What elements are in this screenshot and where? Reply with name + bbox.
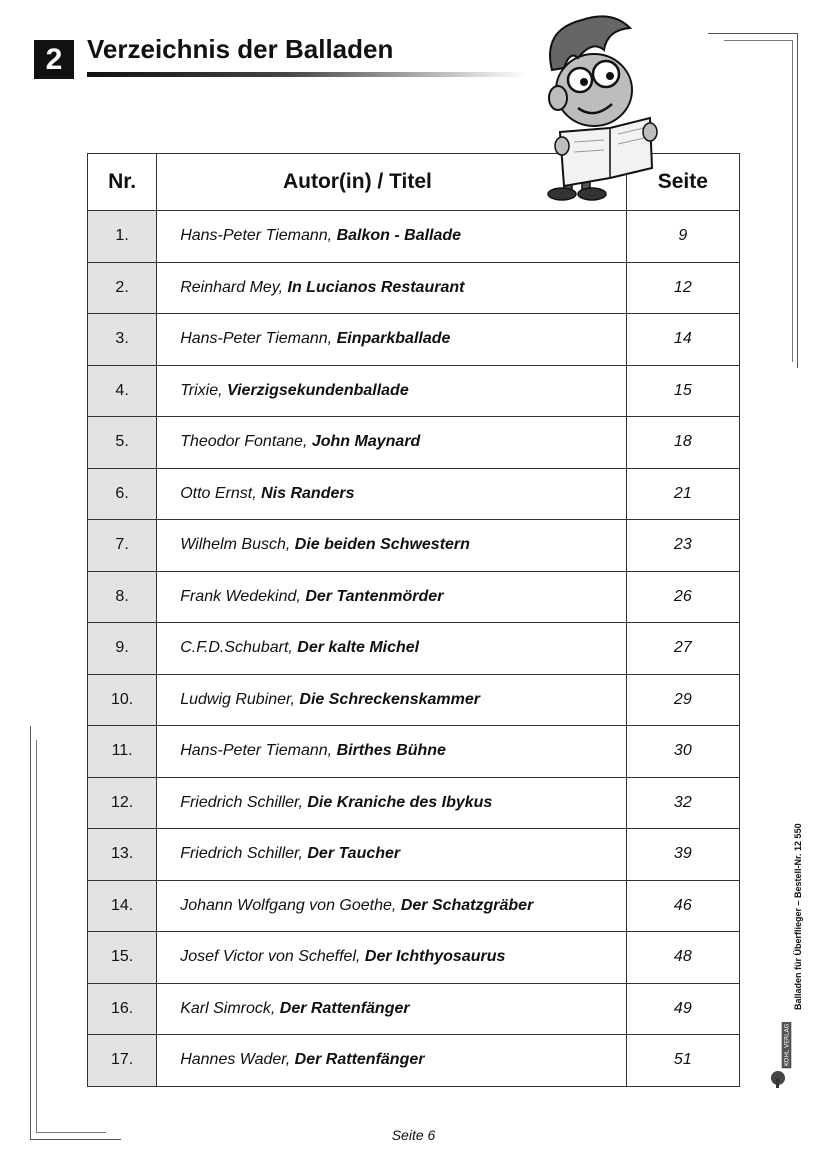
row-number: 15. — [88, 932, 157, 984]
page-reference: 26 — [626, 571, 739, 623]
author-title-cell — [157, 211, 626, 263]
author-title-cell — [157, 726, 626, 778]
row-number: 17. — [88, 1035, 157, 1087]
row-number: 13. — [88, 829, 157, 881]
table-row — [88, 1035, 740, 1087]
column-header-title-label: Autor(in) / Titel — [282, 170, 432, 193]
author-name: Friedrich Schiller, — [180, 793, 303, 811]
publisher-imprint: Balladen für Überflieger – Bestell-Nr. 12 550 — [793, 823, 803, 1010]
row-number: 14. — [88, 880, 157, 932]
ballad-title: Der Taucher — [307, 845, 401, 863]
table-row — [88, 211, 740, 263]
row-number: 12. — [88, 777, 157, 829]
table-row — [88, 674, 740, 726]
table-row — [88, 571, 740, 623]
author-title-cell — [157, 1035, 626, 1087]
author-title-cell — [157, 829, 626, 881]
ballad-title: Die Kraniche des Ibykus — [307, 793, 493, 811]
chapter-number-badge: 2 — [34, 40, 74, 79]
table-row — [88, 726, 740, 778]
table-row — [88, 520, 740, 572]
author-name: Theodor Fontane, — [180, 433, 308, 451]
page-reference: 32 — [626, 777, 739, 829]
table-row — [88, 932, 740, 984]
ballad-title: Die beiden Schwestern — [294, 536, 470, 554]
frame-corner-line — [792, 40, 793, 362]
ballad-title: Balkon - Ballade — [336, 227, 462, 245]
page-reference: 12 — [626, 262, 739, 314]
author-name: Hannes Wader, — [180, 1051, 291, 1069]
row-number: 4. — [88, 365, 157, 417]
author-title-cell — [157, 674, 626, 726]
ballad-title: Der Rattenfänger — [294, 1051, 425, 1069]
page-reference: 48 — [626, 932, 739, 984]
row-number: 1. — [88, 211, 157, 263]
author-title-cell — [157, 520, 626, 572]
frame-corner-line — [30, 726, 31, 1139]
row-number: 6. — [88, 468, 157, 520]
author-title-cell — [157, 468, 626, 520]
author-name: Hans-Peter Tiemann, — [180, 227, 333, 245]
author-name: Frank Wedekind, — [180, 587, 301, 605]
table-row — [88, 623, 740, 675]
author-title-cell — [157, 983, 626, 1035]
row-number: 10. — [88, 674, 157, 726]
row-number: 11. — [88, 726, 157, 778]
table-row — [88, 262, 740, 314]
page-reference: 18 — [626, 417, 739, 469]
ballad-title: Der Schatzgräber — [400, 896, 534, 914]
frame-corner-line — [797, 33, 798, 368]
row-number: 5. — [88, 417, 157, 469]
author-name: Trixie, — [180, 381, 223, 399]
table-row — [88, 777, 740, 829]
author-title-cell — [157, 932, 626, 984]
page-reference: 21 — [626, 468, 739, 520]
frame-corner-line — [708, 33, 798, 34]
page-reference: 49 — [626, 983, 739, 1035]
author-title-cell — [157, 417, 626, 469]
table-row — [88, 829, 740, 881]
page-reference: 23 — [626, 520, 739, 572]
author-name: Hans-Peter Tiemann, — [180, 330, 333, 348]
table-row — [88, 468, 740, 520]
ballad-title: Der Ichthyosaurus — [364, 948, 506, 966]
page-reference: 29 — [626, 674, 739, 726]
author-title-cell — [157, 777, 626, 829]
author-title-cell — [157, 880, 626, 932]
author-name: Wilhelm Busch, — [180, 536, 291, 554]
table-row — [88, 880, 740, 932]
ballad-title: Birthes Bühne — [336, 742, 446, 760]
table-row — [88, 417, 740, 469]
ballad-title: Nis Randers — [261, 484, 355, 502]
frame-corner-line — [724, 40, 793, 41]
ballad-title: Der kalte Michel — [297, 639, 420, 657]
row-number: 16. — [88, 983, 157, 1035]
row-number: 9. — [88, 623, 157, 675]
author-name: C.F.D.Schubart, — [180, 639, 293, 657]
ballad-index-table — [87, 153, 740, 1087]
column-header-nr: Nr. — [88, 154, 157, 211]
page-title: Verzeichnis der Balladen — [87, 34, 394, 64]
ballad-title: Vierzigsekundenballade — [227, 381, 409, 399]
page-reference: 15 — [626, 365, 739, 417]
page-reference: 27 — [626, 623, 739, 675]
author-title-cell — [157, 365, 626, 417]
boy-reading-newspaper-illustration — [512, 10, 662, 202]
author-name: Josef Victor von Scheffel, — [180, 948, 361, 966]
table-row — [88, 314, 740, 366]
author-name: Reinhard Mey, — [180, 278, 284, 296]
author-title-cell — [157, 623, 626, 675]
tree-logo — [770, 1022, 792, 1090]
author-title-cell — [157, 571, 626, 623]
row-number: 7. — [88, 520, 157, 572]
row-number: 2. — [88, 262, 157, 314]
row-number: 8. — [88, 571, 157, 623]
author-name: Hans-Peter Tiemann, — [180, 742, 333, 760]
column-header-page: Seite — [626, 154, 739, 211]
table-row — [88, 365, 740, 417]
author-title-cell — [157, 314, 626, 366]
row-number: 3. — [88, 314, 157, 366]
page-reference: 39 — [626, 829, 739, 881]
ballad-title: Die Schreckenskammer — [299, 690, 480, 708]
table-body — [88, 211, 740, 1087]
page-reference: 30 — [626, 726, 739, 778]
author-name: Otto Ernst, — [180, 484, 257, 502]
author-name: Ludwig Rubiner, — [180, 690, 295, 708]
page-reference: 46 — [626, 880, 739, 932]
publisher-logo-text: KOHL VERLAG — [783, 1023, 791, 1066]
page-reference: 14 — [626, 314, 739, 366]
ballad-title: John Maynard — [311, 433, 421, 451]
ballad-title: Der Rattenfänger — [279, 999, 410, 1017]
author-title-cell — [157, 262, 626, 314]
page-number: Seite 6 — [391, 1127, 436, 1143]
author-name: Johann Wolfgang von Goethe, — [180, 896, 397, 914]
ballad-title: Der Tantenmörder — [305, 587, 444, 605]
page-reference: 51 — [626, 1035, 739, 1087]
table-row — [88, 983, 740, 1035]
frame-corner-line — [36, 740, 37, 1132]
ballad-title: In Lucianos Restaurant — [287, 278, 465, 296]
author-name: Friedrich Schiller, — [180, 845, 303, 863]
page-reference: 9 — [626, 211, 739, 263]
author-name: Karl Simrock, — [180, 999, 276, 1017]
ballad-title: Einparkballade — [336, 330, 451, 348]
title-underline — [87, 72, 527, 77]
